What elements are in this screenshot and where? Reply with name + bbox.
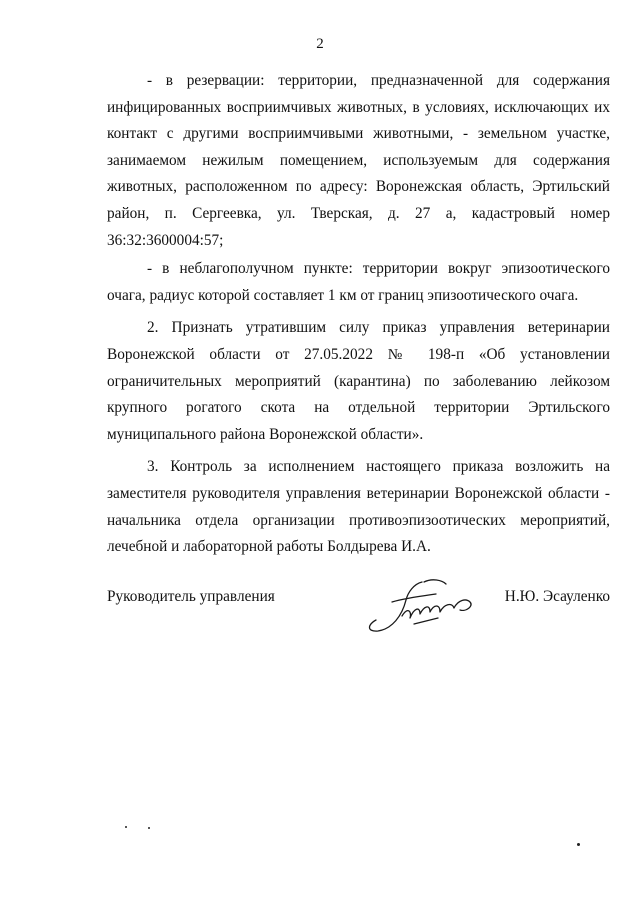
page-number: 2 bbox=[316, 36, 324, 52]
handwritten-signature bbox=[362, 576, 492, 636]
scan-speck bbox=[577, 843, 580, 846]
scan-speck bbox=[125, 826, 127, 828]
paragraph-reservation: - в резервации: территории, предназначенной для содержания инфицированных восприимчивых животных, в условиях, исключающих их контакт с другими восприимчивыми животными, - земельном участке, занимаемом нежилым помещением, используемым для содержания животных, расположенном по адресу: Воронежская область, Эртильский район, п. Сергеевка, ул. Тверская, д. 27 а, кадастровый номер 36:32:3600004:57; bbox=[107, 72, 610, 249]
scan-speck bbox=[148, 827, 150, 829]
paragraph-repeal-order: 2. Признать утратившим силу приказ управления ветеринарии Воронежской области от 27.05.2022 № 198-п «Об установлении ограничительных мероприятий (карантина) по заболеванию лейкозом крупного рогатого скота на отдельной территории Эртильского муниципального района Воронежской области». bbox=[107, 319, 610, 443]
signatory-position: Руководитель управления bbox=[107, 588, 275, 605]
paragraph-unfavorable-point: - в неблагополучном пункте: территории вокруг эпизоотического очага, радиус которой составляет 1 км от границ эпизоотического очага. bbox=[107, 260, 610, 304]
signature-block bbox=[107, 588, 610, 648]
paragraph-control: 3. Контроль за исполнением настоящего приказа возложить на заместителя руководителя управления ветеринарии Воронежской области - начальника отдела организации противоэпизоотических мероприятий, лечебной и лабораторной работы Болдырева И.А. bbox=[107, 458, 610, 556]
signatory-name: Н.Ю. Эсауленко bbox=[504, 588, 610, 605]
document-body bbox=[107, 68, 610, 561]
